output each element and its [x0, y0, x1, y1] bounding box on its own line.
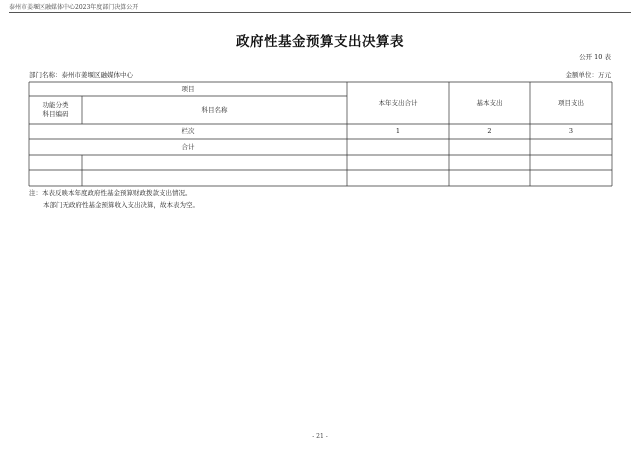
row-total-label: 合计: [181, 143, 195, 151]
note-line-2: 本部门无政府性基金预算收入支出决算，故本表为空。: [43, 201, 199, 209]
subject-name-header: 科目名称: [201, 106, 228, 114]
page-title: 政府性基金预算支出决算表: [236, 34, 404, 50]
col-project-header: 项目支出: [558, 99, 584, 107]
note-line-1: 注：本表反映本年度政府性基金预算财政拨款支出情况。: [29, 189, 192, 197]
table-number: 公开 10 表: [579, 53, 611, 61]
lanci-value-1: 1: [395, 127, 401, 135]
col-basic-header: 基本支出: [476, 99, 503, 107]
page-header-text: 泰州市姜堰区融媒体中心2023年度部门决算公开: [9, 4, 139, 11]
lanci-value-2: 2: [487, 127, 492, 135]
amount-unit: 金额单位：万元: [565, 71, 611, 79]
page-number: - 21 -: [312, 433, 328, 440]
project-header: 项目: [181, 85, 195, 93]
row-lanci-label: 栏次: [181, 127, 195, 135]
lanci-value-3: 3: [568, 127, 574, 135]
header-divider: [9, 12, 631, 13]
col-total-header: 本年支出合计: [378, 99, 418, 107]
function-code-header: 功能分类 科目编码: [42, 101, 69, 118]
department-name: 部门名称：泰州市姜堰区融媒体中心: [29, 71, 133, 79]
